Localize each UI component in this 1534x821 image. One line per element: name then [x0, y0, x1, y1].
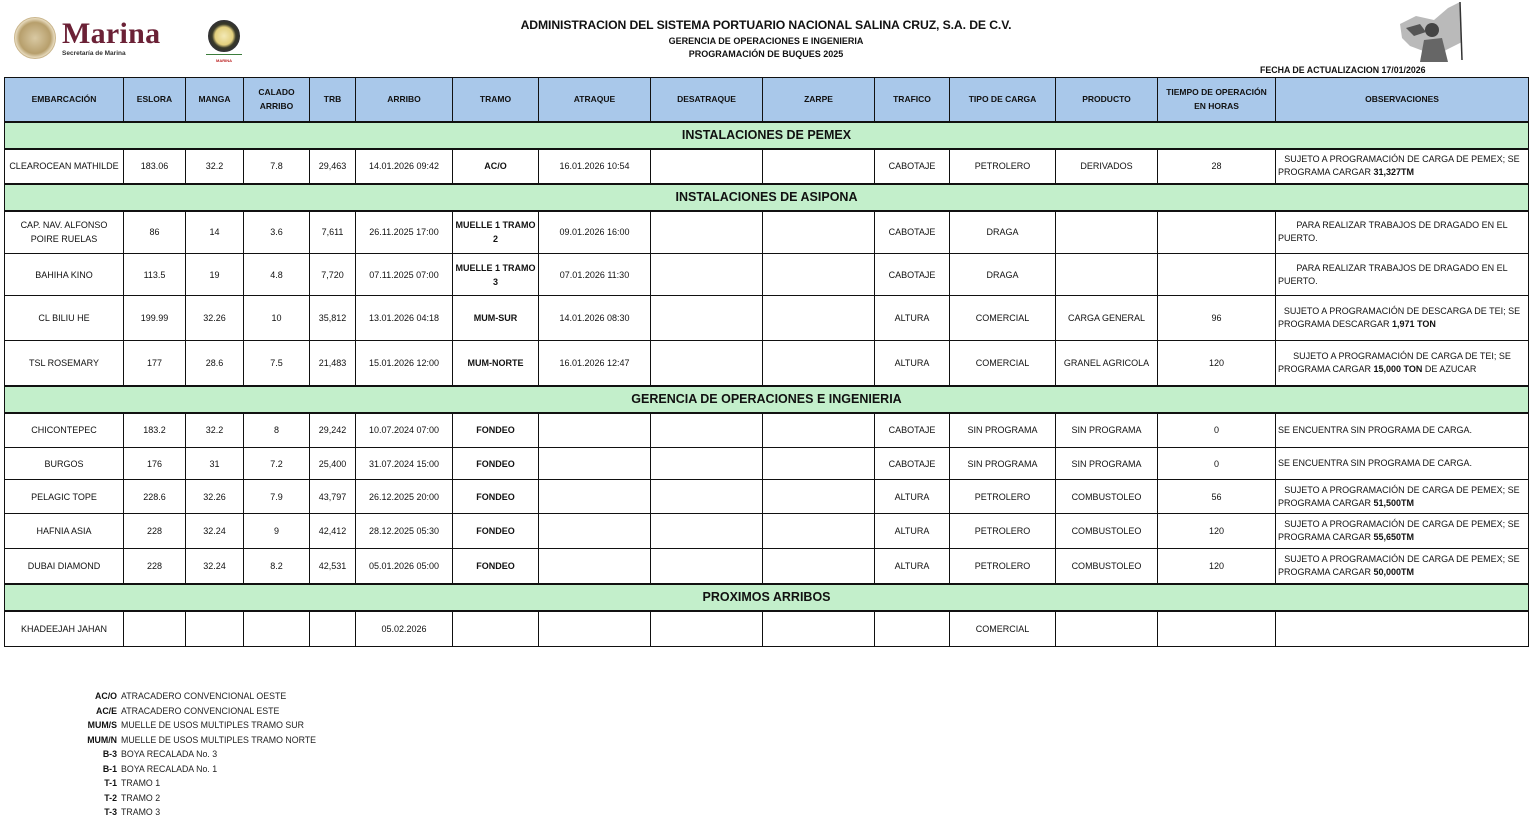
table-row — [5, 514, 1529, 549]
document-subtitle-program: PROGRAMACIÓN DE BUQUES 2025 — [688, 49, 844, 59]
cell-manga: 31 — [186, 448, 244, 480]
table-row — [5, 149, 1529, 184]
cell-trb: 42,531 — [310, 549, 356, 584]
observation-quantity: 15,000 TON — [1373, 363, 1423, 374]
cell-atraque — [539, 413, 651, 448]
legend-item — [60, 791, 316, 806]
cell-arribo: 28.12.2025 05:30 — [356, 514, 453, 549]
cell-arribo: 26.12.2025 20:00 — [356, 480, 453, 514]
cell-eslora: 228 — [124, 514, 186, 549]
cell-tramo: FONDEO — [453, 514, 539, 549]
col-header-tiempo-operacion: TIEMPO DE OPERACIÓN EN HORAS — [1158, 78, 1276, 122]
section-title: PROXIMOS ARRIBOS — [5, 584, 1529, 611]
cell-zarpe — [763, 254, 875, 296]
cell-producto — [1056, 611, 1158, 647]
cell-arribo: 15.01.2026 12:00 — [356, 341, 453, 386]
cell-desatraque — [651, 611, 763, 647]
cell-trafico — [875, 611, 950, 647]
cell-zarpe — [763, 549, 875, 584]
cell-arribo: 07.11.2025 07:00 — [356, 254, 453, 296]
legend-item — [60, 805, 316, 820]
cell-vessel-name: BURGOS — [5, 448, 124, 480]
cell-tipo-carga: DRAGA — [950, 254, 1056, 296]
col-header-tramo: TRAMO — [453, 78, 539, 122]
cell-desatraque — [651, 514, 763, 549]
cell-trafico: CABOTAJE — [875, 254, 950, 296]
legend-description: BOYA RECALADA No. 1 — [121, 763, 218, 774]
cell-tipo-carga: COMERCIAL — [950, 296, 1056, 341]
observation-text: SE ENCUENTRA SIN PROGRAMA DE CARGA. — [1278, 424, 1473, 435]
col-header-desatraque: DESATRAQUE — [651, 78, 763, 122]
cell-tipo-carga: PETROLERO — [950, 549, 1056, 584]
observation-text: SUJETO A PROGRAMACIÓN DE CARGA DE PEMEX; SE PROGRAMA CARGAR — [1278, 553, 1520, 577]
cell-trafico: ALTURA — [875, 514, 950, 549]
cell-producto: COMBUSTOLEO — [1056, 549, 1158, 584]
section-header-row — [5, 584, 1529, 611]
col-header-eslora: ESLORA — [124, 78, 186, 122]
cell-tiempo-operacion: 120 — [1158, 514, 1276, 549]
cell-eslora: 228 — [124, 549, 186, 584]
cell-eslora: 199.99 — [124, 296, 186, 341]
legend-description: MUELLE DE USOS MULTIPLES TRAMO NORTE — [121, 734, 317, 745]
cell-producto: CARGA GENERAL — [1056, 296, 1158, 341]
cell-calado-arribo: 7.9 — [244, 480, 310, 514]
col-header-observaciones: OBSERVACIONES — [1276, 78, 1529, 122]
cell-zarpe — [763, 149, 875, 184]
cell-tramo: FONDEO — [453, 480, 539, 514]
cell-observaciones — [1276, 448, 1529, 480]
cell-atraque — [539, 549, 651, 584]
cell-manga — [186, 611, 244, 647]
asipona-logo-label: MARINA — [216, 58, 232, 63]
cell-tiempo-operacion: 28 — [1158, 149, 1276, 184]
cell-trb: 29,463 — [310, 149, 356, 184]
table-row — [5, 254, 1529, 296]
legend-description: ATRACADERO CONVENCIONAL OESTE — [121, 691, 287, 702]
legend-item — [60, 689, 316, 704]
cell-observaciones — [1276, 341, 1529, 386]
legend-description: BOYA RECALADA No. 3 — [121, 749, 218, 760]
cell-producto — [1056, 254, 1158, 296]
legend-item — [60, 704, 316, 719]
observation-text: SUJETO A PROGRAMACIÓN DE DESCARGA DE TEI; SE PROGRAMA DESCARGAR — [1278, 306, 1521, 329]
cell-calado-arribo: 9 — [244, 514, 310, 549]
cell-tipo-carga: COMERCIAL — [950, 341, 1056, 386]
cell-zarpe — [763, 611, 875, 647]
cell-desatraque — [651, 448, 763, 480]
legend-code: B-1 — [102, 763, 117, 774]
cell-producto: COMBUSTOLEO — [1056, 514, 1158, 549]
abbreviation-legend — [60, 689, 316, 820]
cell-manga: 28.6 — [186, 341, 244, 386]
cell-observaciones — [1276, 254, 1529, 296]
section-title: INSTALACIONES DE ASIPONA — [5, 184, 1529, 211]
table-row — [5, 296, 1529, 341]
observation-text: SUJETO A PROGRAMACIÓN DE CARGA DE TEI; SE PROGRAMA CARGAR — [1278, 350, 1511, 374]
section-header-row — [5, 122, 1529, 149]
cell-calado-arribo: 4.8 — [244, 254, 310, 296]
document-title: ADMINISTRACION DEL SISTEMA PORTUARIO NACIONAL SALINA CRUZ, S.A. DE C.V. — [520, 18, 1012, 32]
cell-desatraque — [651, 413, 763, 448]
cell-desatraque — [651, 480, 763, 514]
cell-observaciones — [1276, 296, 1529, 341]
cell-producto: SIN PROGRAMA — [1056, 448, 1158, 480]
cell-trb — [310, 611, 356, 647]
cell-eslora: 183.06 — [124, 149, 186, 184]
cell-trb: 21,483 — [310, 341, 356, 386]
cell-trafico: ALTURA — [875, 341, 950, 386]
cell-desatraque — [651, 296, 763, 341]
observation-text: PARA REALIZAR TRABAJOS DE DRAGADO EN EL PUERTO. — [1278, 220, 1508, 244]
cell-desatraque — [651, 211, 763, 254]
observation-text: SE ENCUENTRA SIN PROGRAMA DE CARGA. — [1278, 458, 1473, 468]
cell-trb: 25,400 — [310, 448, 356, 480]
cell-tramo: FONDEO — [453, 448, 539, 480]
cell-vessel-name: KHADEEJAH JAHAN — [5, 611, 124, 647]
cell-tiempo-operacion — [1158, 211, 1276, 254]
cell-eslora: 176 — [124, 448, 186, 480]
cell-atraque: 16.01.2026 12:47 — [539, 341, 651, 386]
cell-tipo-carga: COMERCIAL — [950, 611, 1056, 647]
cell-vessel-name: PELAGIC TOPE — [5, 480, 124, 514]
document-header — [520, 18, 1012, 59]
cell-desatraque — [651, 254, 763, 296]
observation-quantity: 55,650TM — [1373, 532, 1415, 542]
legend-code: MUM/S — [87, 720, 117, 731]
cell-zarpe — [763, 448, 875, 480]
cell-vessel-name: DUBAI DIAMOND — [5, 549, 124, 584]
cell-calado-arribo: 8 — [244, 413, 310, 448]
cell-manga: 32.24 — [186, 514, 244, 549]
cell-tiempo-operacion: 0 — [1158, 413, 1276, 448]
cell-atraque — [539, 514, 651, 549]
cell-vessel-name: CHICONTEPEC — [5, 413, 124, 448]
cell-observaciones — [1276, 549, 1529, 584]
cell-tramo: AC/O — [453, 149, 539, 184]
table-row — [5, 413, 1529, 448]
cell-tipo-carga: PETROLERO — [950, 514, 1056, 549]
section-header-row — [5, 184, 1529, 211]
legend-code: AC/O — [95, 691, 117, 702]
cell-trb: 29,242 — [310, 413, 356, 448]
section-title: INSTALACIONES DE PEMEX — [5, 122, 1529, 149]
cell-trb: 7,611 — [310, 211, 356, 254]
cell-tiempo-operacion: 120 — [1158, 341, 1276, 386]
table-row — [5, 211, 1529, 254]
cell-desatraque — [651, 149, 763, 184]
cell-arribo: 14.01.2026 09:42 — [356, 149, 453, 184]
cell-atraque — [539, 448, 651, 480]
cell-observaciones — [1276, 480, 1529, 514]
observation-quantity: 51,500TM — [1373, 497, 1415, 508]
cell-tiempo-operacion: 96 — [1158, 296, 1276, 341]
legend-description: TRAMO 1 — [121, 778, 161, 789]
legend-description: MUELLE DE USOS MULTIPLES TRAMO SUR — [121, 720, 304, 731]
legend-item — [60, 747, 316, 762]
legend-code: AC/E — [95, 705, 117, 716]
section-header-row — [5, 386, 1529, 413]
cell-atraque: 09.01.2026 16:00 — [539, 211, 651, 254]
cell-calado-arribo: 7.2 — [244, 448, 310, 480]
legend-description: TRAMO 2 — [121, 792, 161, 803]
cell-tipo-carga: PETROLERO — [950, 149, 1056, 184]
cell-trafico: CABOTAJE — [875, 149, 950, 184]
cell-manga: 32.2 — [186, 149, 244, 184]
observation-tail: DE AZUCAR — [1422, 363, 1477, 374]
col-header-manga: MANGA — [186, 78, 244, 122]
observation-text: SUJETO A PROGRAMACIÓN DE CARGA DE PEMEX; SE PROGRAMA CARGAR — [1278, 484, 1520, 508]
cell-trb: 35,812 — [310, 296, 356, 341]
table-row — [5, 480, 1529, 514]
cell-vessel-name: CLEAROCEAN MATHILDE — [5, 149, 124, 184]
legend-code: T-3 — [104, 807, 117, 818]
observation-quantity: 31,327TM — [1373, 167, 1415, 177]
table-row — [5, 448, 1529, 480]
cell-trb: 43,797 — [310, 480, 356, 514]
legend-item — [60, 776, 316, 791]
cell-calado-arribo — [244, 611, 310, 647]
document-subtitle: GERENCIA DE OPERACIONES E INGENIERIA — [668, 36, 864, 46]
cell-zarpe — [763, 413, 875, 448]
cell-arribo: 26.11.2025 17:00 — [356, 211, 453, 254]
cell-trb: 7,720 — [310, 254, 356, 296]
table-row — [5, 341, 1529, 386]
observation-text: SUJETO A PROGRAMACIÓN DE CARGA DE PEMEX; SE PROGRAMA CARGAR — [1278, 519, 1520, 542]
cell-tiempo-operacion — [1158, 254, 1276, 296]
cell-manga: 32.24 — [186, 549, 244, 584]
cell-tipo-carga: PETROLERO — [950, 480, 1056, 514]
update-date: FECHA DE ACTUALIZACION 17/01/2026 — [1260, 65, 1426, 75]
cell-eslora: 183.2 — [124, 413, 186, 448]
national-seal-icon — [14, 17, 56, 59]
observation-text: SUJETO A PROGRAMACIÓN DE CARGA DE PEMEX; SE PROGRAMA CARGAR — [1278, 154, 1520, 177]
cell-arribo: 10.07.2024 07:00 — [356, 413, 453, 448]
cell-tramo: MUM-SUR — [453, 296, 539, 341]
vessel-schedule-table — [4, 77, 1529, 647]
cell-tiempo-operacion: 56 — [1158, 480, 1276, 514]
table-header-row — [5, 78, 1529, 122]
cell-tramo: FONDEO — [453, 413, 539, 448]
cell-atraque — [539, 611, 651, 647]
section-title: GERENCIA DE OPERACIONES E INGENIERIA — [5, 386, 1529, 413]
cell-tipo-carga: SIN PROGRAMA — [950, 413, 1056, 448]
cell-manga: 14 — [186, 211, 244, 254]
cell-producto: DERIVADOS — [1056, 149, 1158, 184]
cell-tiempo-operacion: 120 — [1158, 549, 1276, 584]
table-row — [5, 549, 1529, 584]
cell-tramo: MUELLE 1 TRAMO 3 — [453, 254, 539, 296]
col-header-arribo: ARRIBO — [356, 78, 453, 122]
cell-vessel-name: CL BILIU HE — [5, 296, 124, 341]
legend-code: T-1 — [104, 778, 117, 789]
cell-manga: 32.2 — [186, 413, 244, 448]
cell-eslora: 113.5 — [124, 254, 186, 296]
col-header-atraque: ATRAQUE — [539, 78, 651, 122]
cell-observaciones — [1276, 514, 1529, 549]
cell-desatraque — [651, 341, 763, 386]
cell-tramo: MUELLE 1 TRAMO 2 — [453, 211, 539, 254]
legend-description: ATRACADERO CONVENCIONAL ESTE — [121, 705, 280, 716]
cell-trafico: CABOTAJE — [875, 448, 950, 480]
cell-manga: 32.26 — [186, 296, 244, 341]
cell-atraque — [539, 480, 651, 514]
cell-trafico: CABOTAJE — [875, 413, 950, 448]
cell-calado-arribo: 10 — [244, 296, 310, 341]
cell-calado-arribo: 8.2 — [244, 549, 310, 584]
cell-vessel-name: TSL ROSEMARY — [5, 341, 124, 386]
cell-tiempo-operacion: 0 — [1158, 448, 1276, 480]
cell-zarpe — [763, 480, 875, 514]
cell-observaciones — [1276, 611, 1529, 647]
cell-eslora — [124, 611, 186, 647]
cell-vessel-name: CAP. NAV. ALFONSO POIRE RUELAS — [5, 211, 124, 254]
observation-text: PARA REALIZAR TRABAJOS DE DRAGADO EN EL PUERTO. — [1278, 262, 1508, 286]
cell-observaciones — [1276, 149, 1529, 184]
port-emblem-icon — [208, 20, 240, 52]
cell-tramo: FONDEO — [453, 549, 539, 584]
legend-description: TRAMO 3 — [121, 807, 161, 818]
legend-code: MUM/N — [87, 734, 117, 745]
cell-eslora: 177 — [124, 341, 186, 386]
cell-tiempo-operacion — [1158, 611, 1276, 647]
cell-observaciones — [1276, 211, 1529, 254]
cell-eslora: 228.6 — [124, 480, 186, 514]
cell-trafico: CABOTAJE — [875, 211, 950, 254]
cell-arribo: 31.07.2024 15:00 — [356, 448, 453, 480]
col-header-zarpe: ZARPE — [763, 78, 875, 122]
cell-tramo — [453, 611, 539, 647]
cell-zarpe — [763, 514, 875, 549]
cell-trafico: ALTURA — [875, 480, 950, 514]
cell-producto: GRANEL AGRICOLA — [1056, 341, 1158, 386]
cell-arribo: 13.01.2026 04:18 — [356, 296, 453, 341]
cell-manga: 19 — [186, 254, 244, 296]
col-header-producto: PRODUCTO — [1056, 78, 1158, 122]
cell-tramo: MUM-NORTE — [453, 341, 539, 386]
marina-logo-text: Marina — [62, 17, 161, 50]
col-header-trb: TRB — [310, 78, 356, 122]
cell-trafico: ALTURA — [875, 296, 950, 341]
cell-arribo: 05.02.2026 — [356, 611, 453, 647]
cell-trb: 42,412 — [310, 514, 356, 549]
col-header-tipo-carga: TIPO DE CARGA — [950, 78, 1056, 122]
col-header-trafico: TRAFICO — [875, 78, 950, 122]
cell-zarpe — [763, 296, 875, 341]
legend-item — [60, 733, 316, 748]
table-row — [5, 611, 1529, 647]
cell-vessel-name: HAFNIA ASIA — [5, 514, 124, 549]
asipona-logo — [205, 20, 243, 64]
cell-producto — [1056, 211, 1158, 254]
cell-zarpe — [763, 211, 875, 254]
observation-quantity: 50,000TM — [1373, 566, 1415, 577]
cell-manga: 32.26 — [186, 480, 244, 514]
col-header-calado-arribo: CALADO ARRIBO — [244, 78, 310, 122]
cell-calado-arribo: 3.6 — [244, 211, 310, 254]
cell-observaciones — [1276, 413, 1529, 448]
cell-arribo: 05.01.2026 05:00 — [356, 549, 453, 584]
observation-quantity: 1,971 TON — [1392, 319, 1436, 329]
cell-desatraque — [651, 549, 763, 584]
cell-producto: SIN PROGRAMA — [1056, 413, 1158, 448]
cell-vessel-name: BAHIHA KINO — [5, 254, 124, 296]
legend-item — [60, 718, 316, 733]
cell-calado-arribo: 7.8 — [244, 149, 310, 184]
cell-calado-arribo: 7.5 — [244, 341, 310, 386]
cell-eslora: 86 — [124, 211, 186, 254]
col-header-embarcacion: EMBARCACIÓN — [5, 78, 124, 122]
marina-logo-subtext: Secretaría de Marina — [62, 50, 126, 57]
cell-atraque: 16.01.2026 10:54 — [539, 149, 651, 184]
legend-code: T-2 — [104, 792, 117, 803]
cell-atraque: 14.01.2026 08:30 — [539, 296, 651, 341]
cell-tipo-carga: DRAGA — [950, 211, 1056, 254]
cell-trafico: ALTURA — [875, 549, 950, 584]
cell-atraque: 07.01.2026 11:30 — [539, 254, 651, 296]
legend-item — [60, 762, 316, 777]
heroine-flag-illustration-icon — [1396, 2, 1466, 62]
legend-code: B-3 — [102, 749, 117, 760]
marina-logo — [14, 17, 160, 59]
cell-zarpe — [763, 341, 875, 386]
cell-tipo-carga: SIN PROGRAMA — [950, 448, 1056, 480]
cell-producto: COMBUSTOLEO — [1056, 480, 1158, 514]
